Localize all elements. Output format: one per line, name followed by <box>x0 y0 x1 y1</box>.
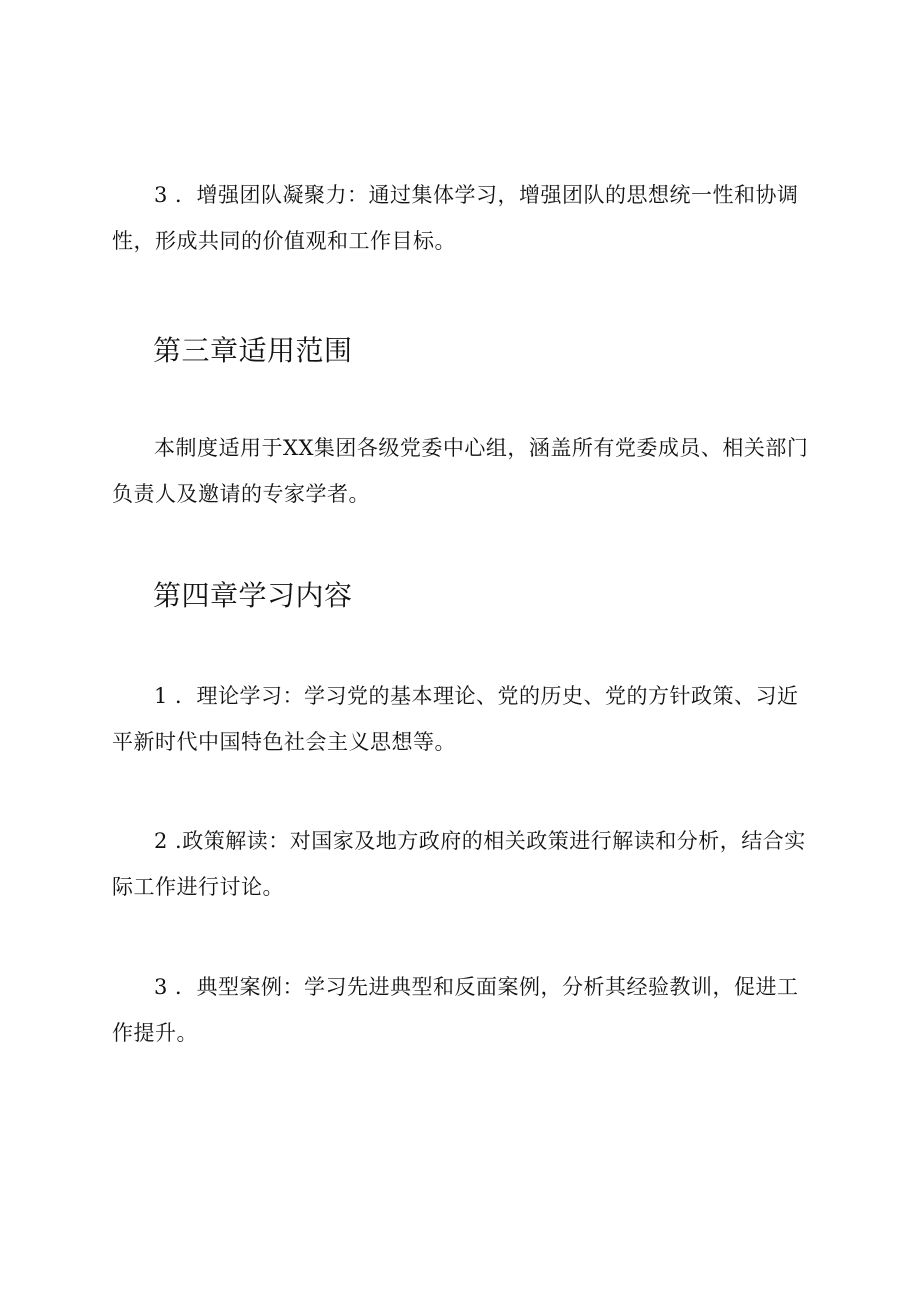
paragraph-policy-interpretation: 2 .政策解读：对国家及地方政府的相关政策进行解读和分析，结合实际工作进行讨论。 <box>112 829 806 899</box>
paragraph-typical-cases: 3 ．典型案例：学习先进典型和反面案例，分析其经验教训，促进工作提升。 <box>112 975 799 1045</box>
chapter-heading-scope: 第三章适用范围 <box>153 334 353 367</box>
paragraph-team-cohesion: 3 ．增强团队凝聚力：通过集体学习，增强团队的思想统一性和协调性，形成共同的价值观和工作目标。 <box>112 183 799 253</box>
paragraph-theory-study: 1 ．理论学习：学习党的基本理论、党的历史、党的方针政策、习近平新时代中国特色社会主义思想等。 <box>112 684 799 754</box>
chapter-heading-learning-content: 第四章学习内容 <box>153 579 353 612</box>
paragraph-scope: 本制度适用于XX集团各级党委中心组，涵盖所有党委成员、相关部门负责人及邀请的专家学者。 <box>112 436 809 506</box>
